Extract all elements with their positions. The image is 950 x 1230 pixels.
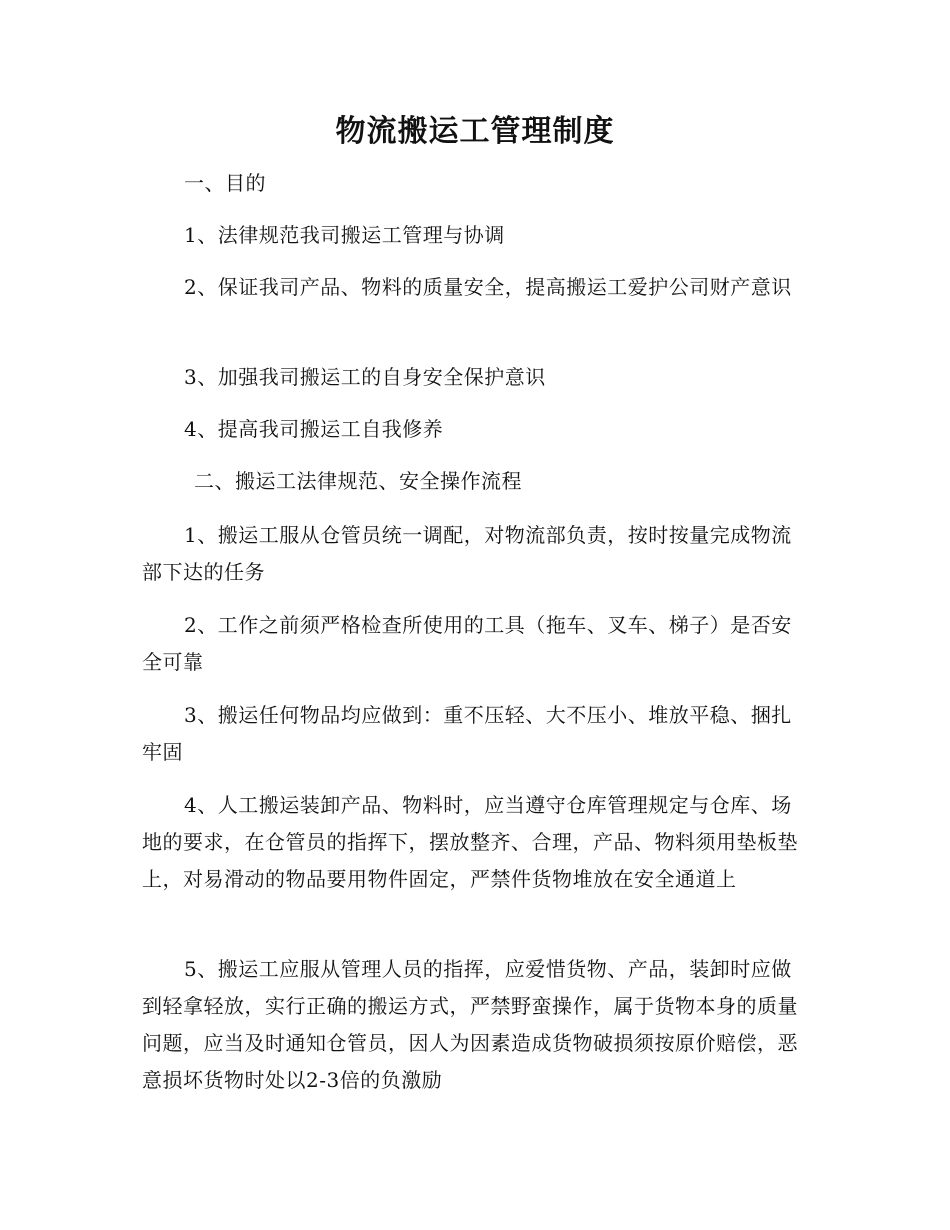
- procedure-item-1: 1、搬运工服从仓管员统一调配，对物流部负责，按时按量完成物流部下达的任务: [142, 523, 792, 584]
- purpose-item-3: 3、加强我司搬运工的自身安全保护意识: [184, 365, 546, 389]
- purpose-item-1: 1、法律规范我司搬运工管理与协调: [184, 223, 505, 247]
- heading-safety-procedure: 二、搬运工法律规范、安全操作流程: [194, 469, 522, 493]
- procedure-item-5: 5、搬运工应服从管理人员的指挥，应爱惜货物、产品，装卸时应做到轻拿轻放，实行正确的搬运方式，严禁野蛮操作，属于货物本身的质量问题，应当及时通知仓管员，因人为因素造成货物破损须按原价赔偿，恶意损坏货物时处以2-3倍的负激励: [142, 957, 798, 1092]
- purpose-item-2: 2、保证我司产品、物料的质量安全，提高搬运工爱护公司财产意识: [184, 275, 792, 299]
- procedure-item-3: 3、搬运任何物品均应做到：重不压轻、大不压小、堆放平稳、捆扎牢固: [142, 703, 792, 764]
- heading-purpose: 一、目的: [184, 171, 266, 195]
- document-title: 物流搬运工管理制度: [335, 114, 615, 149]
- procedure-item-2: 2、工作之前须严格检查所使用的工具（拖车、叉车、梯子）是否安全可靠: [142, 613, 792, 674]
- procedure-item-4: 4、人工搬运装卸产品、物料时，应当遵守仓库管理规定与仓库、场地的要求，在仓管员的指挥下，摆放整齐、合理，产品、物料须用垫板垫上，对易滑动的物品要用物件固定，严禁件货物堆放在安全通道上: [142, 793, 798, 891]
- purpose-item-4: 4、提高我司搬运工自我修养: [184, 417, 444, 441]
